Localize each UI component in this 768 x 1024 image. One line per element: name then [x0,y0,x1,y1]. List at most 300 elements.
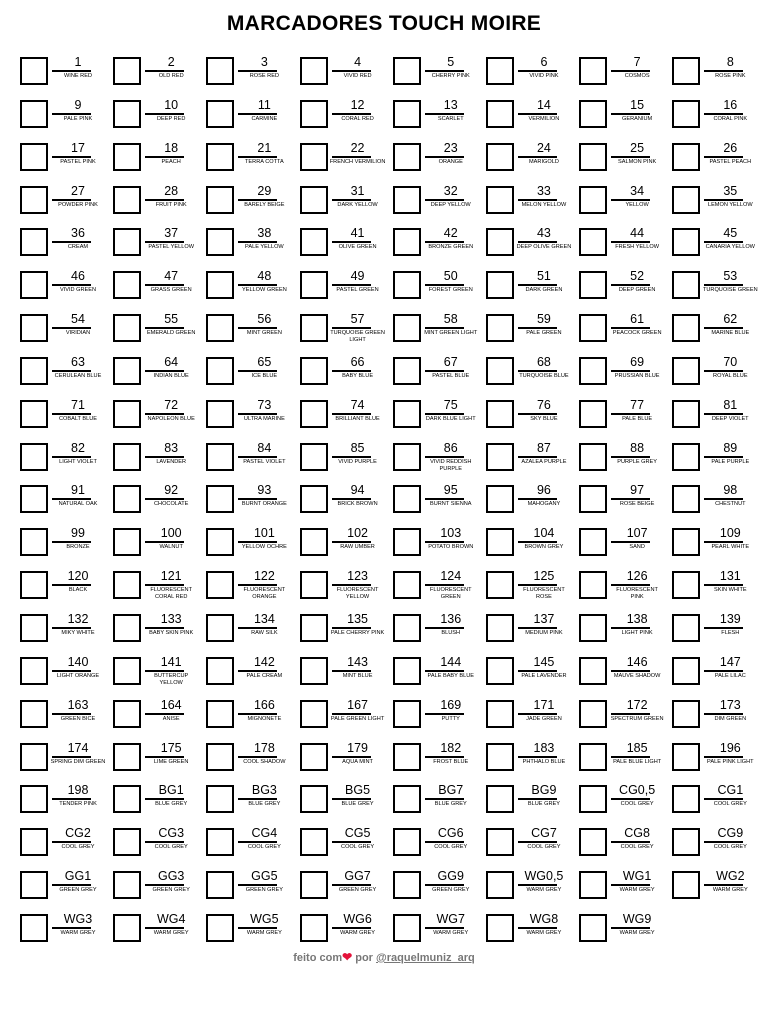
marker-item [110,141,203,184]
marker-color-name: TERRA COTTA [245,158,284,165]
marker-checkbox[interactable] [20,914,48,942]
marker-checkbox[interactable] [206,828,234,856]
marker-checkbox[interactable] [113,785,141,813]
marker-checkbox[interactable] [486,614,514,642]
marker-item [669,98,762,141]
marker-checkbox[interactable] [300,228,328,256]
marker-color-name: COOL GREY [154,844,188,851]
marker-item [390,783,483,826]
marker-checkbox[interactable] [579,228,607,256]
marker-color-name: LAVENDER [156,458,187,465]
marker-checkbox[interactable] [393,528,421,556]
marker-number: WG7 [436,911,465,926]
marker-checkbox[interactable] [20,614,48,642]
marker-checkbox[interactable] [113,271,141,299]
marker-underline [145,927,184,929]
marker-checkbox[interactable] [20,528,48,556]
marker-checkbox[interactable] [579,743,607,771]
marker-checkbox[interactable] [113,871,141,899]
marker-color-name: EMERALD GREEN [146,330,196,337]
marker-color-name: VERMILION [528,115,560,122]
marker-checkbox[interactable] [672,657,700,685]
marker-checkbox[interactable] [206,785,234,813]
marker-checkbox[interactable] [206,271,234,299]
marker-number: BG1 [158,783,184,798]
marker-checkbox[interactable] [300,400,328,428]
marker-color-name: ROSE BEIGE [619,501,655,508]
marker-number: 74 [350,397,365,412]
marker-checkbox[interactable] [206,657,234,685]
marker-checkbox[interactable] [206,100,234,128]
marker-checkbox[interactable] [579,657,607,685]
marker-number: 54 [71,312,85,327]
marker-underline [518,199,557,201]
marker-underline [611,798,650,800]
marker-checkbox[interactable] [672,528,700,556]
marker-checkbox[interactable] [113,743,141,771]
marker-checkbox[interactable] [486,143,514,171]
marker-underline [425,627,464,629]
marker-number: 185 [626,740,648,755]
marker-item [17,226,110,269]
marker-checkbox[interactable] [300,871,328,899]
marker-checkbox[interactable] [579,57,607,85]
marker-color-name: LIGHT VIOLET [59,458,97,465]
marker-underline [238,541,277,543]
marker-item [110,783,203,826]
marker-underline [518,798,557,800]
marker-checkbox[interactable] [486,828,514,856]
marker-color-name: ROSE RED [249,73,279,79]
marker-checkbox[interactable] [486,57,514,85]
marker-checkbox[interactable] [579,100,607,128]
marker-checkbox[interactable] [20,357,48,385]
marker-checkbox[interactable] [486,871,514,899]
marker-checkbox[interactable] [20,271,48,299]
marker-item [483,312,576,355]
marker-item [483,826,576,869]
marker-underline [611,284,650,286]
marker-checkbox[interactable] [672,614,700,642]
marker-checkbox[interactable] [672,871,700,899]
marker-checkbox[interactable] [579,400,607,428]
marker-underline [425,498,464,500]
marker-checkbox[interactable] [579,528,607,556]
marker-checkbox[interactable] [20,186,48,214]
marker-checkbox[interactable] [579,485,607,513]
marker-underline [145,113,184,115]
marker-checkbox[interactable] [393,314,421,342]
marker-checkbox[interactable] [486,700,514,728]
marker-checkbox[interactable] [486,228,514,256]
marker-item [390,355,483,398]
marker-checkbox[interactable] [393,828,421,856]
marker-color-name: BLUE GREY [527,801,560,808]
marker-checkbox[interactable] [206,186,234,214]
marker-checkbox[interactable] [206,571,234,599]
marker-checkbox[interactable] [393,485,421,513]
marker-item [110,441,203,484]
marker-underline [611,199,650,201]
marker-item [203,98,296,141]
marker-checkbox[interactable] [579,828,607,856]
marker-underline [52,199,91,201]
marker-checkbox[interactable] [486,743,514,771]
marker-item [669,312,762,355]
marker-number: 1 [74,55,82,69]
marker-color-name: MELON YELLOW [521,201,567,208]
marker-underline [238,370,277,372]
marker-item [576,526,669,569]
marker-checkbox[interactable] [206,357,234,385]
marker-checkbox[interactable] [20,871,48,899]
marker-checkbox[interactable] [393,914,421,942]
marker-underline [425,541,464,543]
marker-checkbox[interactable] [672,186,700,214]
marker-checkbox[interactable] [579,571,607,599]
marker-checkbox[interactable] [20,314,48,342]
marker-checkbox[interactable] [20,657,48,685]
marker-checkbox[interactable] [579,914,607,942]
marker-checkbox[interactable] [300,143,328,171]
marker-checkbox[interactable] [113,357,141,385]
marker-checkbox[interactable] [672,314,700,342]
marker-item [483,526,576,569]
marker-checkbox[interactable] [113,57,141,85]
marker-item [17,355,110,398]
marker-number: 121 [160,569,182,584]
marker-checkbox[interactable] [300,828,328,856]
marker-underline [145,156,184,158]
marker-underline [611,756,650,758]
marker-checkbox[interactable] [20,743,48,771]
marker-checkbox[interactable] [20,228,48,256]
marker-checkbox[interactable] [300,700,328,728]
marker-underline [52,456,91,458]
marker-checkbox[interactable] [20,700,48,728]
marker-checkbox[interactable] [672,143,700,171]
marker-number: 198 [67,783,89,798]
marker-checkbox[interactable] [672,57,700,85]
marker-underline [611,841,650,843]
marker-number: 24 [536,140,551,155]
marker-underline [704,713,743,715]
marker-number: 76 [536,397,551,412]
marker-checkbox[interactable] [579,314,607,342]
marker-checkbox[interactable] [20,400,48,428]
marker-underline [238,199,277,201]
marker-underline [704,627,743,629]
marker-underline [611,541,650,543]
marker-checkbox[interactable] [20,143,48,171]
marker-checkbox[interactable] [393,443,421,471]
marker-checkbox[interactable] [113,614,141,642]
marker-checkbox[interactable] [486,400,514,428]
marker-checkbox[interactable] [206,871,234,899]
marker-underline [145,70,184,72]
marker-number: 136 [440,611,462,626]
marker-number: 18 [164,140,179,155]
marker-underline [518,541,557,543]
marker-color-name: MARINE BLUE [711,330,750,337]
marker-item [669,141,762,184]
marker-checkbox[interactable] [579,443,607,471]
marker-checkbox[interactable] [672,357,700,385]
marker-checkbox[interactable] [672,571,700,599]
marker-underline [145,413,184,415]
marker-color-name: FLUORESCENT CORAL RED [150,587,193,601]
marker-underline [611,713,650,715]
marker-checkbox[interactable] [20,443,48,471]
heart-icon: ❤ [342,950,353,964]
marker-number: 143 [347,654,368,669]
marker-checkbox[interactable] [206,485,234,513]
marker-checkbox[interactable] [393,614,421,642]
marker-color-name: PALE CREAM [246,672,283,679]
marker-underline [425,199,464,201]
marker-checkbox[interactable] [486,785,514,813]
marker-checkbox[interactable] [579,271,607,299]
marker-checkbox[interactable] [672,228,700,256]
marker-number: WG5 [250,911,279,926]
marker-checkbox[interactable] [113,485,141,513]
marker-checkbox[interactable] [113,143,141,171]
marker-underline [704,498,743,500]
marker-number: 88 [630,440,645,455]
marker-item [669,783,762,826]
marker-checkbox[interactable] [300,528,328,556]
marker-underline [611,70,650,72]
marker-checkbox[interactable] [300,485,328,513]
marker-checkbox[interactable] [393,100,421,128]
marker-checkbox[interactable] [393,700,421,728]
marker-checkbox[interactable] [486,314,514,342]
marker-color-name: COSMOS [624,73,650,79]
marker-color-name: SKY BLUE [530,415,558,422]
marker-checkbox[interactable] [486,914,514,942]
marker-number: 135 [347,611,368,626]
marker-checkbox[interactable] [113,443,141,471]
marker-checkbox[interactable] [300,657,328,685]
marker-checkbox[interactable] [113,828,141,856]
marker-checkbox[interactable] [300,271,328,299]
marker-checkbox[interactable] [206,143,234,171]
marker-checkbox[interactable] [672,485,700,513]
marker-item [297,312,390,355]
marker-checkbox[interactable] [206,443,234,471]
marker-color-name: FRENCH VERMILION [329,158,386,165]
marker-color-name: DIM GREEN [714,715,747,722]
marker-checkbox[interactable] [393,228,421,256]
marker-checkbox[interactable] [113,528,141,556]
marker-checkbox[interactable] [206,228,234,256]
marker-checkbox[interactable] [300,443,328,471]
marker-checkbox[interactable] [113,657,141,685]
marker-underline [238,670,277,672]
marker-item [203,483,296,526]
marker-color-name: NAPOLEON BLUE [147,415,195,422]
marker-checkbox[interactable] [486,100,514,128]
marker-color-name: WARM GREY [246,929,282,936]
marker-checkbox[interactable] [672,700,700,728]
marker-checkbox[interactable] [672,828,700,856]
marker-checkbox[interactable] [300,614,328,642]
marker-color-name: VIVID REDDISH PURPLE [430,458,472,472]
marker-item [203,698,296,741]
marker-checkbox[interactable] [206,57,234,85]
marker-number: 163 [67,697,89,712]
marker-checkbox[interactable] [113,914,141,942]
marker-checkbox[interactable] [113,400,141,428]
marker-checkbox[interactable] [393,271,421,299]
marker-checkbox[interactable] [300,571,328,599]
marker-checkbox[interactable] [206,700,234,728]
marker-item [390,698,483,741]
marker-item [297,783,390,826]
marker-checkbox[interactable] [206,743,234,771]
marker-color-name: PEACOCK GREEN [612,330,662,337]
marker-checkbox[interactable] [579,143,607,171]
marker-checkbox[interactable] [393,785,421,813]
marker-color-name: PASTEL YELLOW [148,244,194,251]
marker-checkbox[interactable] [300,314,328,342]
marker-checkbox[interactable] [113,100,141,128]
marker-number: 41 [350,226,365,241]
marker-item [390,226,483,269]
marker-checkbox[interactable] [20,57,48,85]
footer-handle-link[interactable]: @raquelmuniz_arq [376,952,475,964]
marker-checkbox[interactable] [300,743,328,771]
marker-checkbox[interactable] [20,100,48,128]
marker-number: 52 [630,269,645,284]
marker-checkbox[interactable] [672,743,700,771]
marker-checkbox[interactable] [486,271,514,299]
marker-checkbox[interactable] [20,785,48,813]
marker-checkbox[interactable] [579,785,607,813]
marker-checkbox[interactable] [393,57,421,85]
marker-checkbox[interactable] [486,528,514,556]
marker-underline [332,927,371,929]
marker-checkbox[interactable] [300,100,328,128]
marker-checkbox[interactable] [393,743,421,771]
marker-underline [238,798,277,800]
marker-checkbox[interactable] [579,186,607,214]
marker-underline [145,627,184,629]
marker-number: 141 [160,654,182,669]
marker-checkbox[interactable] [672,785,700,813]
marker-number: 126 [626,569,648,584]
marker-color-name: GREEN GREY [152,887,190,894]
marker-underline [145,713,184,715]
marker-checkbox[interactable] [486,357,514,385]
marker-checkbox[interactable] [206,614,234,642]
marker-underline [611,156,650,158]
marker-checkbox[interactable] [579,614,607,642]
marker-checkbox[interactable] [393,186,421,214]
marker-checkbox[interactable] [206,400,234,428]
marker-underline [332,199,371,201]
marker-item [297,569,390,612]
marker-checkbox[interactable] [486,186,514,214]
marker-checkbox[interactable] [206,314,234,342]
marker-number: 69 [630,354,645,369]
marker-checkbox[interactable] [206,914,234,942]
marker-checkbox[interactable] [300,785,328,813]
marker-checkbox[interactable] [486,657,514,685]
marker-checkbox[interactable] [393,143,421,171]
marker-checkbox[interactable] [672,443,700,471]
marker-number: 169 [440,697,462,712]
marker-checkbox[interactable] [300,357,328,385]
marker-item [390,526,483,569]
marker-checkbox[interactable] [672,100,700,128]
marker-checkbox[interactable] [113,314,141,342]
marker-item [297,655,390,698]
marker-underline [611,113,650,115]
marker-item [669,869,762,912]
marker-item [110,526,203,569]
marker-checkbox[interactable] [113,571,141,599]
marker-checkbox[interactable] [300,914,328,942]
marker-number: 28 [164,183,179,198]
marker-checkbox[interactable] [206,528,234,556]
marker-checkbox[interactable] [393,657,421,685]
marker-checkbox[interactable] [20,485,48,513]
marker-item [297,612,390,655]
marker-checkbox[interactable] [486,443,514,471]
marker-item [483,483,576,526]
marker-checkbox[interactable] [579,700,607,728]
marker-checkbox[interactable] [486,571,514,599]
marker-color-name: COOL GREY [341,844,375,851]
marker-checkbox[interactable] [20,828,48,856]
marker-checkbox[interactable] [393,357,421,385]
marker-underline [52,413,91,415]
marker-checkbox[interactable] [486,485,514,513]
marker-item [390,55,483,98]
marker-number: 31 [350,183,365,198]
marker-checkbox[interactable] [300,57,328,85]
marker-checkbox[interactable] [300,186,328,214]
marker-checkbox[interactable] [113,700,141,728]
marker-checkbox[interactable] [393,571,421,599]
marker-checkbox[interactable] [579,871,607,899]
marker-checkbox[interactable] [672,400,700,428]
marker-checkbox[interactable] [672,271,700,299]
marker-checkbox[interactable] [113,186,141,214]
marker-number: 50 [443,269,458,284]
marker-number: 139 [719,611,741,626]
marker-number: 131 [719,569,741,584]
marker-number: WG2 [716,869,745,884]
marker-checkbox[interactable] [20,571,48,599]
marker-checkbox[interactable] [579,357,607,385]
marker-item [110,226,203,269]
marker-item [203,655,296,698]
marker-color-name: ORANGE [438,158,463,165]
marker-checkbox[interactable] [113,228,141,256]
marker-color-name: MEDIUM PINK [525,629,563,636]
marker-underline [145,498,184,500]
marker-color-name: CORAL RED [341,115,374,122]
marker-underline [238,70,277,72]
marker-item [576,483,669,526]
marker-checkbox[interactable] [393,400,421,428]
marker-item [483,441,576,484]
marker-number: GG1 [64,869,92,884]
marker-checkbox[interactable] [393,871,421,899]
marker-number: 44 [630,226,645,241]
